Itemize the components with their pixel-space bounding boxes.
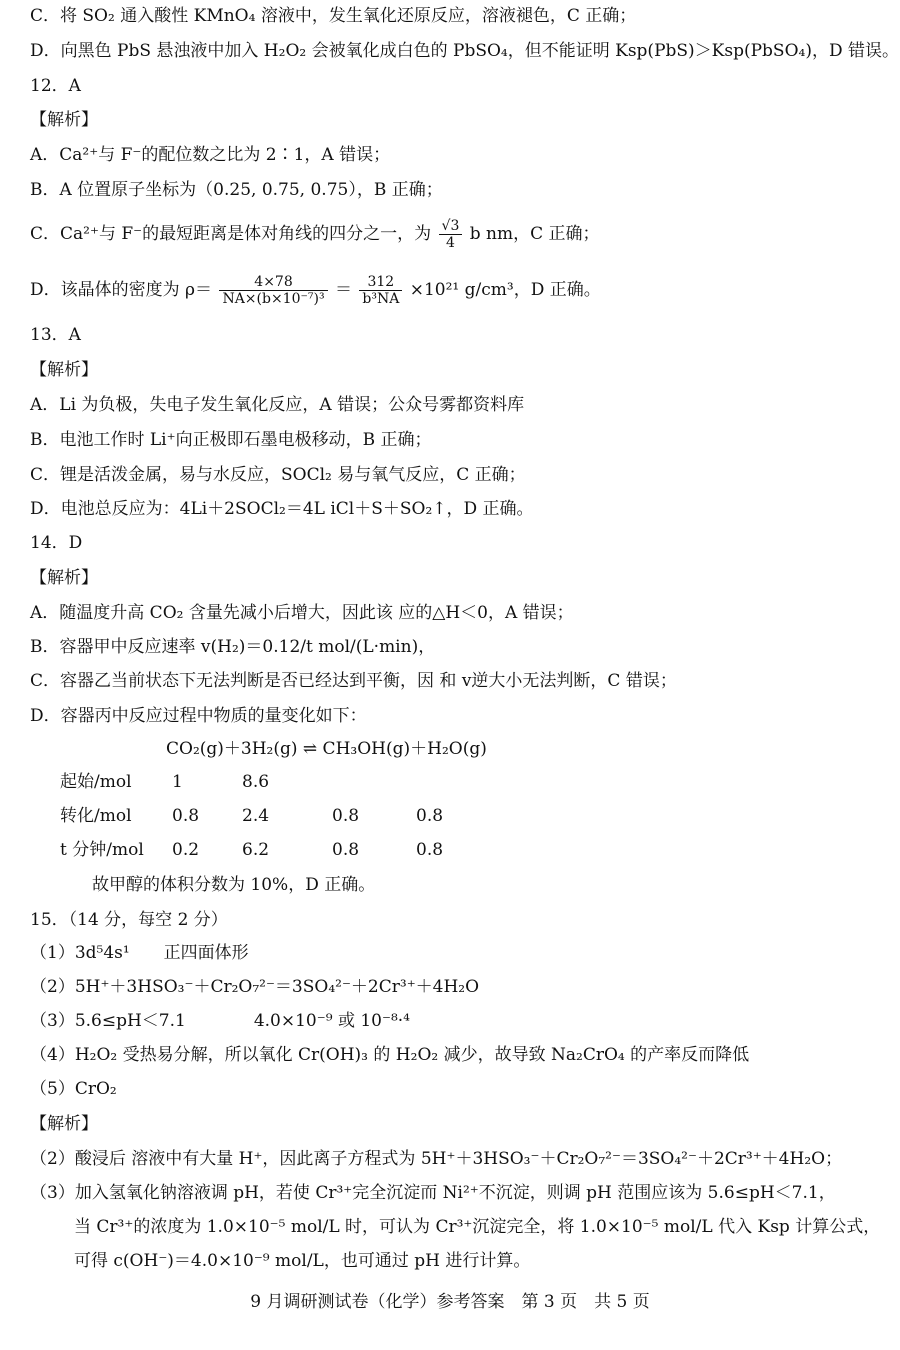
table-row [60, 838, 480, 862]
question-number: 14．D [30, 533, 83, 553]
fraction-denominator: b³NA [362, 291, 400, 307]
formula-prefix: D．该晶体的密度为 ρ＝ [30, 280, 213, 300]
table-cell: 0.8 [172, 806, 200, 826]
question-number: 13．A [30, 325, 81, 345]
answer-line: （2）5H⁺＋3HSO₃⁻＋Cr₂O₇²⁻＝3SO₄²⁻＋2Cr³⁺＋4H₂O [30, 977, 480, 997]
fraction-numerator: 312 [359, 274, 402, 291]
text-line: B．A 位置原子坐标为（0.25, 0.75, 0.75），B 正确； [30, 180, 443, 200]
text-line: B．容器甲中反应速率 v(H₂)＝0.12/t mol/(L·min)， [30, 637, 436, 657]
text-line: A．随温度升高 CO₂ 含量先减小后增大，因此该 应的△H＜0，A 错误； [30, 603, 574, 623]
text-line: C．锂是活泼金属，易与水反应，SOCl₂ 易与氧气反应，C 正确； [30, 465, 526, 485]
text-line-density [30, 268, 882, 312]
table-cell: 0.2 [172, 840, 200, 860]
text-line: 故甲醇的体积分数为 10%，D 正确。 [92, 875, 376, 895]
text-line: （2）酸浸后 溶液中有大量 H⁺，因此离子方程式为 5H⁺＋3HSO₃⁻＋Cr₂O₇²⁻＝3SO₄²⁻＋2Cr³⁺＋4H₂O； [30, 1149, 843, 1169]
formula-suffix: b nm，C 正确； [469, 224, 600, 244]
fraction [359, 274, 402, 307]
table-cell: 0.8 [332, 840, 360, 860]
table-cell: 0.8 [416, 806, 444, 826]
fraction [439, 218, 463, 251]
text-line: A．Li 为负极，失电子发生氧化反应，A 错误；公众号雾都资料库 [30, 395, 525, 415]
text-line: D．容器丙中反应过程中物质的量变化如下： [30, 706, 367, 726]
table-cell: 0.8 [332, 806, 360, 826]
table-cell: 6.2 [242, 840, 270, 860]
answer-line: （1）3d⁵4s¹ 正四面体形 [30, 943, 249, 963]
text-line: A．Ca²⁺与 F⁻的配位数之比为 2∶1，A 错误； [30, 145, 391, 165]
fraction-denominator: NA×(b×10⁻⁷)³ [222, 291, 325, 307]
table-cell: 8.6 [242, 772, 270, 792]
chemical-equation: CO₂(g)＋3H₂(g) ⇌ CH₃OH(g)＋H₂O(g) [166, 739, 487, 759]
equals-sign: ＝ [334, 280, 352, 300]
fraction-numerator: √3 [439, 218, 463, 235]
text-line: 可得 c(OH⁻)＝4.0×10⁻⁹ mol/L，也可通过 pH 进行计算。 [74, 1251, 531, 1271]
fraction-numerator: 4×78 [219, 274, 327, 291]
answer-line: （3）5.6≤pH＜7.1 4.0×10⁻⁹ 或 10⁻⁸·⁴ [30, 1011, 410, 1031]
text-line: B．电池工作时 Li⁺向正极即石墨电极移动，B 正确； [30, 430, 432, 450]
fraction-denominator: 4 [445, 235, 455, 251]
text-line: D．向黑色 PbS 悬浊液中加入 H₂O₂ 会被氧化成白色的 PbSO₄，但不能证明 Ksp(PbS)＞Ksp(PbSO₄)，D 错误。 [30, 41, 899, 61]
formula-suffix: ×10²¹ g/cm³，D 正确。 [409, 280, 601, 300]
answer-line: （5）CrO₂ [30, 1079, 117, 1099]
question-number: 12．A [30, 76, 81, 96]
text-line-formula [30, 214, 882, 254]
answer-line: （4）H₂O₂ 受热易分解，所以氧化 Cr(OH)₃ 的 H₂O₂ 减少，故导致 Na₂CrO₄ 的产率反而降低 [30, 1045, 750, 1065]
table-row [60, 770, 480, 794]
table-row [60, 804, 480, 828]
table-cell: 2.4 [242, 806, 270, 826]
analysis-heading: 【解析】 [30, 360, 98, 380]
table-cell: 1 [172, 772, 183, 792]
row-label: t 分钟/mol [60, 840, 144, 860]
page-footer: 9 月调研测试卷（化学）参考答案 第 3 页 共 5 页 [250, 1292, 650, 1312]
text-line: 当 Cr³⁺的浓度为 1.0×10⁻⁵ mol/L 时，可认为 Cr³⁺沉淀完全，将 1.0×10⁻⁵ mol/L 代入 Ksp 计算公式， [74, 1217, 881, 1237]
question-number: 15．（14 分，每空 2 分） [30, 910, 228, 930]
formula-prefix: C．Ca²⁺与 F⁻的最短距离是体对角线的四分之一，为 [30, 224, 432, 244]
text-line: C．将 SO₂ 通入酸性 KMnO₄ 溶液中，发生氧化还原反应，溶液褪色，C 正确； [30, 6, 637, 26]
text-line: （3）加入氢氧化钠溶液调 pH，若使 Cr³⁺完全沉淀而 Ni²⁺不沉淀，则调 pH 范围应该为 5.6≤pH＜7.1， [30, 1183, 836, 1203]
analysis-heading: 【解析】 [30, 110, 98, 130]
text-line: C．容器乙当前状态下无法判断是否已经达到平衡，因 和 v逆大小无法判断，C 错误； [30, 671, 677, 691]
analysis-heading: 【解析】 [30, 1114, 98, 1134]
text-line: D．电池总反应为：4Li＋2SOCl₂＝4L iCl＋S＋SO₂↑，D 正确。 [30, 499, 534, 519]
row-label: 起始/mol [60, 772, 132, 792]
amount-table [60, 770, 480, 870]
row-label: 转化/mol [60, 806, 132, 826]
fraction [219, 274, 327, 307]
table-cell: 0.8 [416, 840, 444, 860]
analysis-heading: 【解析】 [30, 568, 98, 588]
